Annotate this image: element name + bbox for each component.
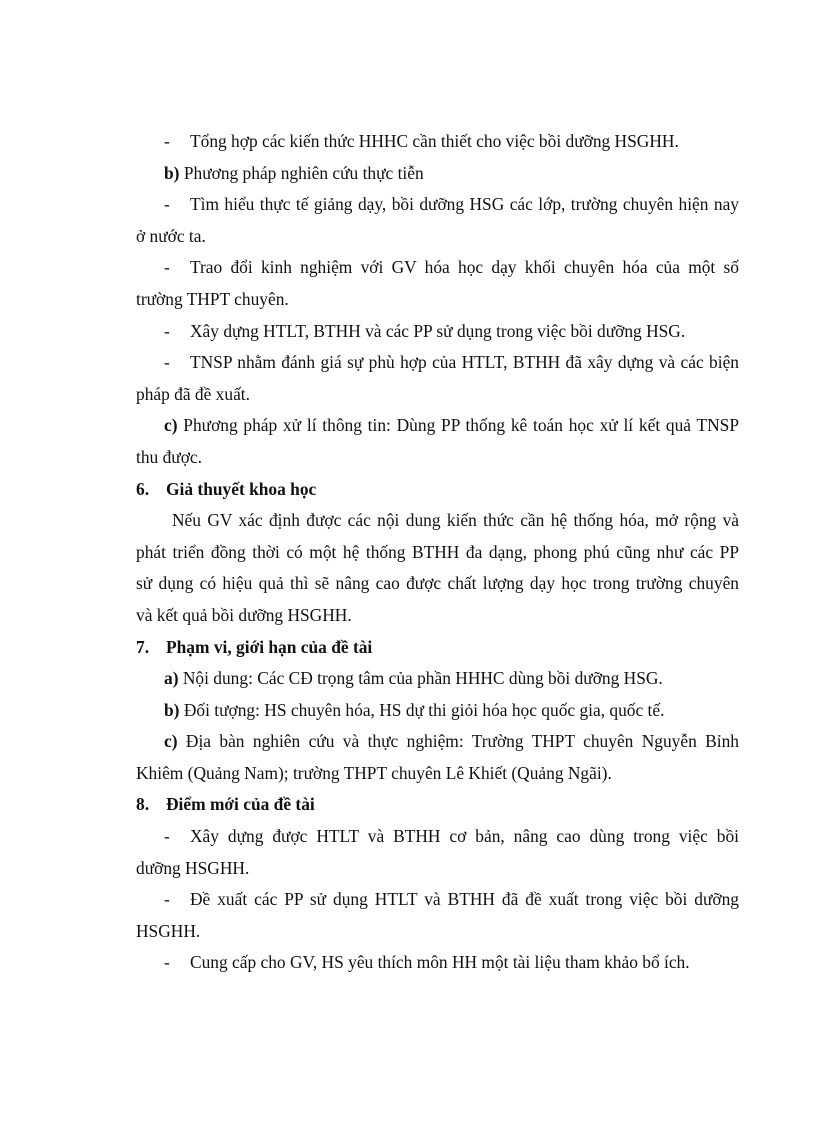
bullet-dash: - xyxy=(164,320,170,341)
list-item xyxy=(136,821,739,853)
bullet-dash: - xyxy=(164,194,170,215)
subsection-text: Nội dung: Các CĐ trọng tâm của phần HHHC dùng bồi dưỡng HSG. xyxy=(182,668,663,689)
bullet-dash: - xyxy=(164,131,170,151)
subsection-text: Đối tượng: HS chuyên hóa, HS dự thi giỏi hóa học quốc gia, quốc tế. xyxy=(183,699,665,720)
list-item xyxy=(136,189,739,221)
list-item-continuation: dưỡng HSGHH. xyxy=(136,857,250,878)
subsection-label: a) xyxy=(164,668,179,689)
list-item xyxy=(136,252,739,284)
list-item xyxy=(136,347,739,379)
subsection-b xyxy=(136,695,739,727)
list-item-text: Tìm hiểu thực tế giảng dạy, bồi dưỡng HSG các lớp, trường chuyên hiện nay xyxy=(190,194,739,215)
bullet-dash: - xyxy=(164,257,170,278)
section-heading-6 xyxy=(136,474,739,506)
heading-number: 8. xyxy=(136,794,150,815)
list-item-text: Trao đổi kinh nghiệm với GV hóa học dạy khối chuyên hóa của một số xyxy=(190,257,739,278)
heading-text: Điểm mới của đề tài xyxy=(166,794,315,815)
list-item xyxy=(136,126,739,158)
list-item-text: Xây dựng được HTLT và BTHH cơ bản, nâng cao dùng trong việc bồi xyxy=(190,826,739,847)
subsection-b xyxy=(136,158,739,190)
heading-number: 7. xyxy=(136,636,150,657)
subsection-c xyxy=(136,726,739,758)
subsection-label: b) xyxy=(164,162,180,183)
subsection-text: Địa bàn nghiên cứu và thực nghiệm: Trường THPT chuyên Nguyễn Bỉnh xyxy=(185,731,739,752)
heading-text: Giả thuyết khoa học xyxy=(166,478,317,499)
subsection-continuation: Khiêm (Quảng Nam); trường THPT chuyên Lê Khiết (Quảng Ngãi). xyxy=(136,762,612,783)
paragraph-line: sử dụng có hiệu quả thì sẽ nâng cao được chất lượng dạy học trong trường chuyên xyxy=(136,573,739,594)
list-item-text: Xây dựng HTLT, BTHH và các PP sử dụng trong việc bồi dưỡng HSG. xyxy=(190,320,686,341)
heading-number: 6. xyxy=(136,478,150,499)
list-item-text: Đề xuất các PP sử dụng HTLT và BTHH đã đề xuất trong việc bồi dưỡng xyxy=(190,889,739,910)
subsection-label: b) xyxy=(164,699,180,720)
list-item-continuation: pháp đã đề xuất. xyxy=(136,383,250,404)
list-item xyxy=(136,316,739,348)
subsection-continuation: thu được. xyxy=(136,446,202,467)
section-heading-7 xyxy=(136,632,739,664)
subsection-c xyxy=(136,410,739,442)
section-heading-8 xyxy=(136,789,739,821)
subsection-text: Phương pháp xử lí thông tin: Dùng PP thống kê toán học xử lí kết quả TNSP xyxy=(183,415,739,436)
bullet-dash: - xyxy=(164,952,170,973)
list-item-text: Cung cấp cho GV, HS yêu thích môn HH một tài liệu tham khảo bổ ích. xyxy=(190,952,690,973)
heading-text: Phạm vi, giới hạn của đề tài xyxy=(166,636,373,657)
list-item-text: Tổng hợp các kiến thức HHHC cần thiết cho việc bồi dưỡng HSGHH. xyxy=(190,131,679,151)
subsection-label: c) xyxy=(164,415,178,436)
list-item xyxy=(136,884,739,916)
bullet-dash: - xyxy=(164,352,170,373)
list-item-text: TNSP nhằm đánh giá sự phù hợp của HTLT, BTHH đã xây dựng và các biện xyxy=(190,352,739,373)
paragraph-line: phát triển đồng thời có một hệ thống BTHH đa dạng, phong phú cũng như các PP xyxy=(136,541,739,562)
list-item xyxy=(136,947,739,979)
bullet-dash: - xyxy=(164,889,170,910)
list-item-continuation: HSGHH. xyxy=(136,920,201,941)
subsection-text: Phương pháp nghiên cứu thực tiễn xyxy=(183,162,424,183)
list-item-continuation: trường THPT chuyên. xyxy=(136,288,289,309)
document-page xyxy=(136,126,739,979)
subsection-a xyxy=(136,663,739,695)
paragraph-line: Nếu GV xác định được các nội dung kiến thức cần hệ thống hóa, mở rộng và xyxy=(172,510,739,531)
list-item-continuation: ở nước ta. xyxy=(136,225,206,246)
bullet-dash: - xyxy=(164,826,170,847)
paragraph-line: và kết quả bồi dưỡng HSGHH. xyxy=(136,604,352,625)
subsection-label: c) xyxy=(164,731,178,752)
